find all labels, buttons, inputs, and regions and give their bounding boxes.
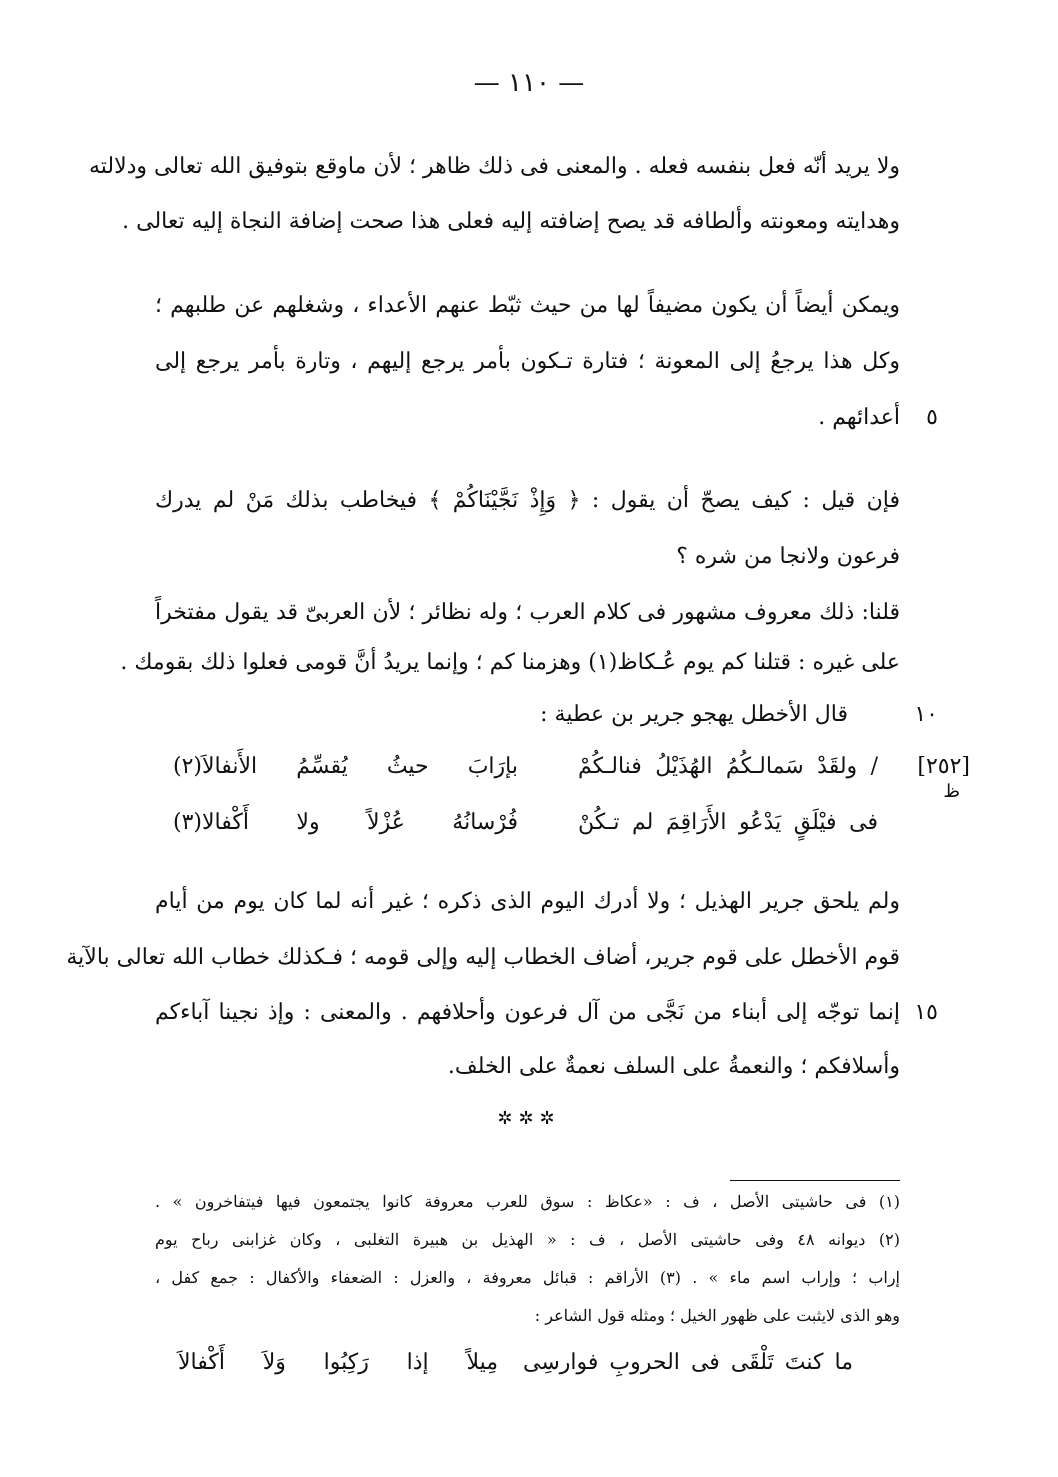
line-number-5: ٥ xyxy=(926,405,938,430)
verse-1-first-hemistich: / ولقَدْ سَمالـكُمُ الهُذَيْلُ فنالـكُمْ xyxy=(578,754,878,779)
line-number-10: ١٠ xyxy=(914,702,938,727)
body-line: ولم يلحق جرير الهذيل ؛ ولا أدرك اليوم الذى ذكره ؛ غير أنه لما كان يوم من أيام xyxy=(155,889,900,914)
body-line: ولا يريد أنّه فعل بنفسه فعله . والمعنى فى ذلك ظاهر ؛ لأن ماوقع بتوفيق الله تعالى ودلالته xyxy=(88,154,900,179)
footnote-line: وهو الذى لايثبت على ظهور الخيل ؛ ومثله قول الشاعر : xyxy=(534,1306,900,1325)
body-line: قوم الأخطل على قوم جرير، أضاف الخطاب إليه وإلى قومه ؛ فـكذلك خطاب الله تعالى بالآية xyxy=(66,945,900,970)
body-line: أعدائهم . xyxy=(818,405,900,430)
footnote-line: إراب ؛ وإراب اسم ماء » . (٣) الأراقم : قبائل معروفة ، والعزل : الضعفاء والأكفال : جمع كفل ، xyxy=(155,1268,900,1287)
verse-2-second-hemistich: فُرْسانُهُ عُزْلاً ولا أَكْفالا(٣) xyxy=(173,810,518,835)
body-line: ويمكن أيضاً أن يكون مضيفاً لها من حيث ثبّط عنهم الأعداء ، وشغلهم عن طلبهم ؛ xyxy=(155,293,900,318)
folio-side: ظ xyxy=(943,781,960,802)
body-line: فرعون ولانجا من شره ؟ xyxy=(676,544,900,569)
body-line: فإن قيل : كيف يصحّ أن يقول : ﴿ وَإِذْ نَجَّيْنَاكُمْ ﴾ فيخاطب بذلك مَنْ لم يدرك xyxy=(155,488,900,513)
footnote-verse-first-hemistich: ما كنتَ تَلْقَى فى الحروبِ فوارسِى xyxy=(523,1350,853,1375)
verse-1-second-hemistich: بإرَابَ حيثُ يُقسِّمُ الأَنفالاَ(٢) xyxy=(173,754,518,779)
footnote-rule xyxy=(730,1180,900,1181)
body-line: على غيره : قتلنا كم يوم عُـكاظ(١) وهزمنا كم ؛ وإنما يريدُ أنَّ قومى فعلوا ذلك بقومك . xyxy=(120,650,900,675)
verse-2-first-hemistich: فى فيْلَقٍ يَدْعُو الأَرَاقِمَ لم تـكُنْ xyxy=(578,810,878,835)
body-line: إنما توجّه إلى أبناء من نَجَّى من آل فرعون وأحلافهم . والمعنى : وإذ نجينا آباءكم xyxy=(155,1000,900,1025)
body-line: وكل هذا يرجعُ إلى المعونة ؛ فتارة تـكون بأمر يرجع إليهم ، وتارة بأمر يرجع إلى xyxy=(155,349,900,374)
body-line: وأسلافكم ؛ والنعمةُ على السلف نعمةٌ على الخلف. xyxy=(447,1054,900,1079)
body-line: قلنا: ذلك معروف مشهور فى كلام العرب ؛ وله نظائر ؛ لأن العربىّ قد يقول مفتخراً xyxy=(155,600,900,625)
section-separator: ✲✲✲ xyxy=(497,1108,561,1129)
verse-intro: قال الأخطل يهجو جرير بن عطية : xyxy=(540,702,848,727)
line-number-15: ١٥ xyxy=(914,1000,938,1025)
folio-reference xyxy=(890,752,970,802)
footnote-line: (١) فى حاشيتى الأصل ، ف : «عكاظ : سوق للعرب معروفة كانوا يجتمعون فيها فيتفاخرون » . xyxy=(155,1192,900,1211)
footnote-line: (٢) ديوانه ٤٨ وفى حاشيتى الأصل ، ف : « الهذيل بن هبيرة التغلبى ، وكان غزابنى رباح يوم xyxy=(155,1230,900,1249)
page-number: — ١١٠ — xyxy=(473,68,585,98)
folio-number: [٢٥٢] xyxy=(917,754,970,779)
body-line: وهدايته ومعونته وألطافه قد يصح إضافته إليه فعلى هذا صحت إضافة النجاة إليه تعالى . xyxy=(122,209,900,234)
footnote-verse-second-hemistich: مِيلاً إذا رَكِبُوا وَلاَ أَكْفالاَ xyxy=(178,1350,498,1375)
